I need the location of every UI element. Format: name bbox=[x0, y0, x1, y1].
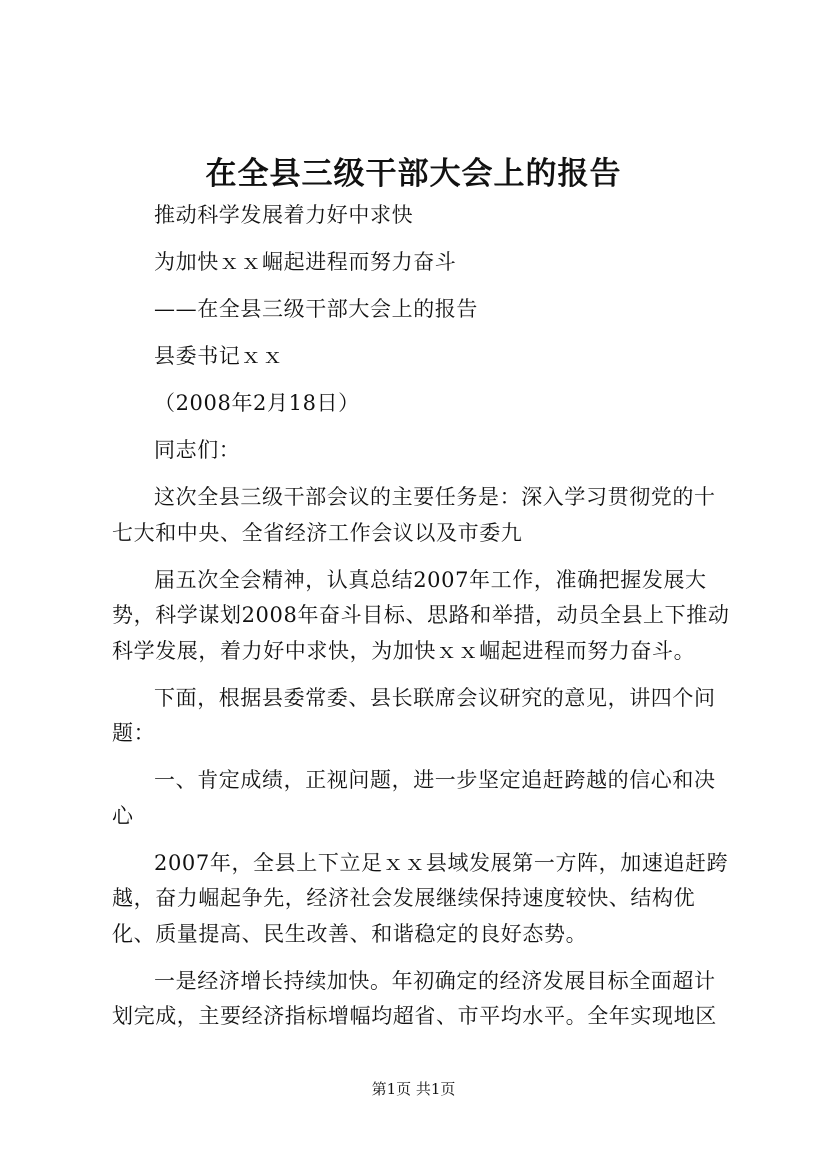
paragraph: 下面，根据县委常委、县长联席会议研究的意见，讲四个问题： bbox=[112, 685, 716, 745]
paragraph: 2007年，全县上下立足ｘｘ县域发展第一方阵，加速追赶跨越，奋力崛起争先，经济社会发展继续保持速度较快、结构优化、质量提高、民生改善、和谐稳定的良好态势。 bbox=[112, 850, 729, 946]
paragraph: 这次全县三级干部会议的主要任务是：深入学习贯彻党的十七大和中央、全省经济工作会议以及市委九 bbox=[112, 485, 716, 545]
author-line: 县委书记ｘｘ bbox=[154, 344, 284, 368]
paragraph: 届五次全会精神，认真总结2007年工作，准确把握发展大势，科学谋划2008年奋斗目标、思路和举措，动员全县上下推动科学发展，着力好中求快，为加快ｘｘ崛起进程而努力奋斗。 bbox=[112, 567, 730, 663]
subtitle-line: 为加快ｘｘ崛起进程而努力奋斗 bbox=[154, 250, 457, 274]
document-body bbox=[112, 198, 732, 1046]
document-title: 在全县三级干部大会上的报告 bbox=[205, 156, 622, 192]
section-heading: 一、肯定成绩，正视问题，进一步坚定追赶跨越的信心和决心 bbox=[112, 768, 716, 828]
subtitle-line: ——在全县三级干部大会上的报告 bbox=[154, 297, 478, 321]
salutation: 同志们： bbox=[154, 438, 241, 462]
paragraph: 一是经济增长持续加快。年初确定的经济发展目标全面超计划完成，主要经济指标增幅均超省、市平均水平。全年实现地区 bbox=[112, 968, 717, 1028]
page-footer: 第1页 共1页 bbox=[371, 1080, 456, 1098]
date-line: （2008年2月18日） bbox=[154, 391, 360, 415]
subtitle-line: 推动科学发展着力好中求快 bbox=[154, 203, 414, 227]
